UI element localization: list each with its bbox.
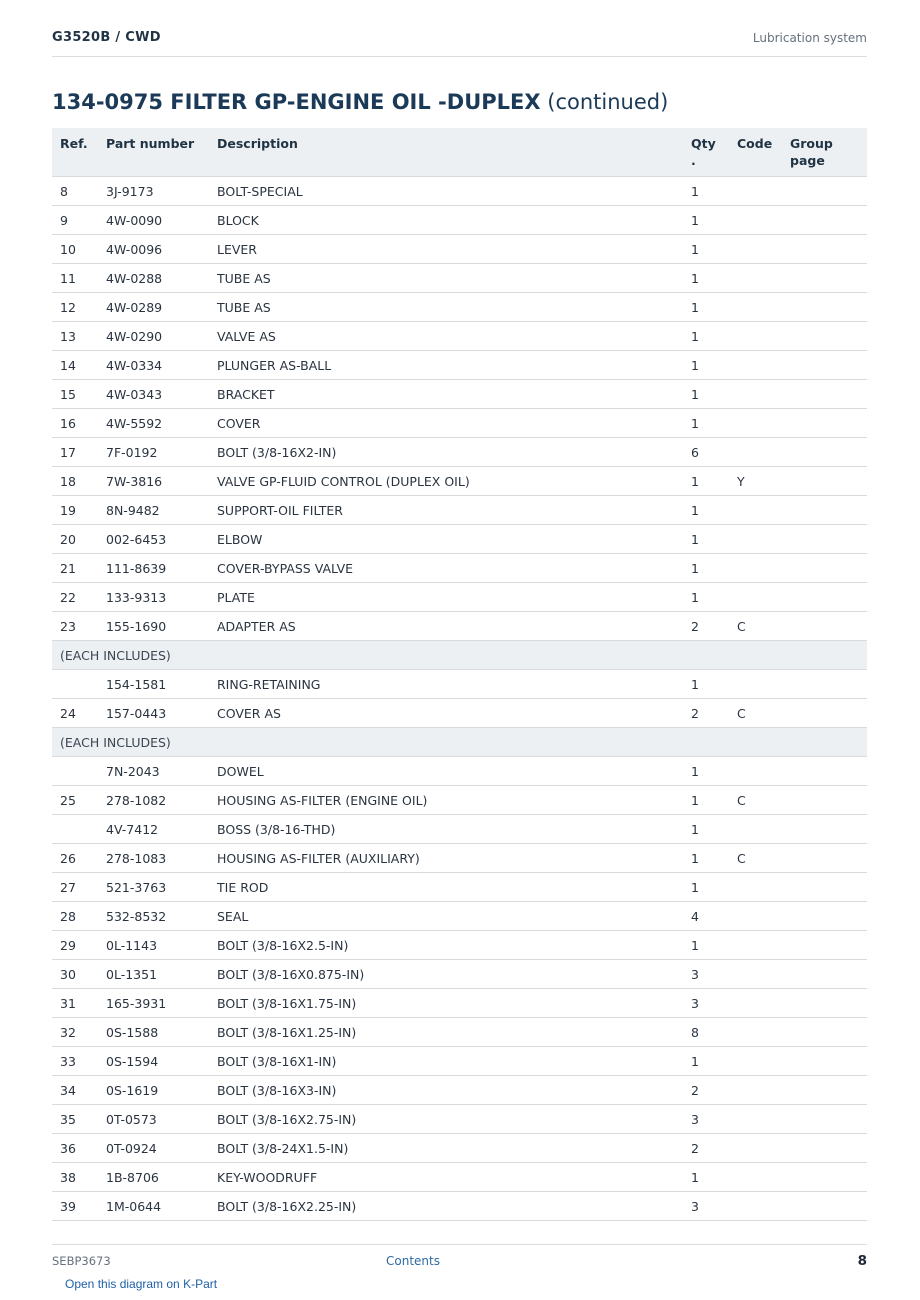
- parts-table-body: [52, 177, 867, 1221]
- cell-ref: 24: [52, 699, 98, 728]
- cell-description: TUBE AS: [209, 264, 683, 293]
- cell-part-number: 4W-0289: [98, 293, 209, 322]
- table-row: [52, 786, 867, 815]
- cell-part-number: 4W-5592: [98, 409, 209, 438]
- cell-part-number: 0S-1588: [98, 1018, 209, 1047]
- cell-group-page: [782, 1134, 867, 1163]
- cell-description: SEAL: [209, 902, 683, 931]
- cell-ref: 36: [52, 1134, 98, 1163]
- cell-description: BOLT (3/8-16X2-IN): [209, 438, 683, 467]
- table-row: [52, 1047, 867, 1076]
- table-row: [52, 1192, 867, 1221]
- cell-description: PLATE: [209, 583, 683, 612]
- cell-code: [729, 293, 782, 322]
- table-row: [52, 438, 867, 467]
- cell-qty: 2: [683, 1134, 729, 1163]
- cell-group-page: [782, 177, 867, 206]
- cell-code: C: [729, 844, 782, 873]
- cell-ref: 14: [52, 351, 98, 380]
- cell-description: BOLT (3/8-16X2.5-IN): [209, 931, 683, 960]
- cell-qty: 1: [683, 409, 729, 438]
- cell-group-page: [782, 931, 867, 960]
- cell-ref: [52, 815, 98, 844]
- cell-group-page: [782, 612, 867, 641]
- cell-code: [729, 931, 782, 960]
- cell-part-number: 1B-8706: [98, 1163, 209, 1192]
- cell-qty: 1: [683, 757, 729, 786]
- cell-part-number: 8N-9482: [98, 496, 209, 525]
- cell-group-page: [782, 264, 867, 293]
- model-label: G3520B / CWD: [52, 30, 161, 45]
- parts-table: [52, 128, 867, 1221]
- cell-qty: 2: [683, 612, 729, 641]
- cell-qty: 8: [683, 1018, 729, 1047]
- cell-ref: 25: [52, 786, 98, 815]
- col-part-number: Part number: [98, 128, 209, 177]
- table-row: [52, 844, 867, 873]
- cell-qty: 1: [683, 525, 729, 554]
- cell-part-number: 154-1581: [98, 670, 209, 699]
- cell-qty: 1: [683, 235, 729, 264]
- cell-ref: 26: [52, 844, 98, 873]
- cell-code: [729, 1047, 782, 1076]
- cell-qty: 1: [683, 293, 729, 322]
- cell-group-page: [782, 902, 867, 931]
- cell-code: [729, 409, 782, 438]
- table-row: [52, 583, 867, 612]
- cell-code: [729, 525, 782, 554]
- cell-group-page: [782, 670, 867, 699]
- cell-ref: 22: [52, 583, 98, 612]
- page-header: [52, 28, 867, 57]
- cell-qty: 1: [683, 206, 729, 235]
- col-group-page: Group page: [782, 128, 867, 177]
- cell-code: [729, 989, 782, 1018]
- table-row: [52, 351, 867, 380]
- cell-ref: 39: [52, 1192, 98, 1221]
- cell-part-number: 157-0443: [98, 699, 209, 728]
- cell-code: [729, 583, 782, 612]
- cell-ref: [52, 670, 98, 699]
- table-row: [52, 525, 867, 554]
- cell-description: KEY-WOODRUFF: [209, 1163, 683, 1192]
- cell-description: ELBOW: [209, 525, 683, 554]
- cell-part-number: 0T-0924: [98, 1134, 209, 1163]
- cell-ref: 28: [52, 902, 98, 931]
- cell-description: BOLT (3/8-16X1-IN): [209, 1047, 683, 1076]
- cell-qty: 2: [683, 1076, 729, 1105]
- cell-code: Y: [729, 467, 782, 496]
- cell-ref: 17: [52, 438, 98, 467]
- cell-group-page: [782, 1163, 867, 1192]
- cell-group-page: [782, 351, 867, 380]
- cell-group-page: [782, 206, 867, 235]
- cell-qty: 1: [683, 844, 729, 873]
- cell-description: BLOCK: [209, 206, 683, 235]
- table-row: [52, 757, 867, 786]
- cell-description: RING-RETAINING: [209, 670, 683, 699]
- table-row: [52, 902, 867, 931]
- kpart-link[interactable]: Open this diagram on K-Part: [65, 1277, 218, 1291]
- cell-description: LEVER: [209, 235, 683, 264]
- cell-group-page: [782, 873, 867, 902]
- cell-part-number: 7W-3816: [98, 467, 209, 496]
- cell-part-number: 4V-7412: [98, 815, 209, 844]
- cell-code: [729, 757, 782, 786]
- cell-group-page: [782, 293, 867, 322]
- table-row: [52, 670, 867, 699]
- cell-group-page: [782, 960, 867, 989]
- cell-group-page: [782, 583, 867, 612]
- table-row: [52, 409, 867, 438]
- cell-description: COVER AS: [209, 699, 683, 728]
- cell-description: DOWEL: [209, 757, 683, 786]
- page-title-suffix: (continued): [540, 90, 669, 114]
- cell-group-page: [782, 409, 867, 438]
- section-label: Lubrication system: [752, 31, 867, 45]
- cell-part-number: 4W-0343: [98, 380, 209, 409]
- cell-group-page: [782, 786, 867, 815]
- cell-code: [729, 960, 782, 989]
- cell-ref: 20: [52, 525, 98, 554]
- cell-code: C: [729, 699, 782, 728]
- cell-code: [729, 1105, 782, 1134]
- cell-group-page: [782, 467, 867, 496]
- cell-ref: 15: [52, 380, 98, 409]
- includes-row: [52, 728, 867, 757]
- table-row: [52, 264, 867, 293]
- cell-part-number: 133-9313: [98, 583, 209, 612]
- cell-group-page: [782, 757, 867, 786]
- cell-ref: 8: [52, 177, 98, 206]
- cell-code: [729, 1018, 782, 1047]
- cell-description: VALVE AS: [209, 322, 683, 351]
- cell-description: PLUNGER AS-BALL: [209, 351, 683, 380]
- cell-description: TUBE AS: [209, 293, 683, 322]
- cell-qty: 1: [683, 496, 729, 525]
- table-row: [52, 612, 867, 641]
- cell-code: [729, 1163, 782, 1192]
- cell-description: ADAPTER AS: [209, 612, 683, 641]
- cell-ref: 12: [52, 293, 98, 322]
- cell-part-number: 0S-1594: [98, 1047, 209, 1076]
- cell-ref: 29: [52, 931, 98, 960]
- cell-ref: 11: [52, 264, 98, 293]
- cell-description: BOLT (3/8-16X3-IN): [209, 1076, 683, 1105]
- cell-part-number: 111-8639: [98, 554, 209, 583]
- table-row: [52, 322, 867, 351]
- cell-qty: 1: [683, 670, 729, 699]
- cell-ref: 13: [52, 322, 98, 351]
- cell-group-page: [782, 380, 867, 409]
- cell-code: [729, 235, 782, 264]
- cell-ref: 35: [52, 1105, 98, 1134]
- cell-part-number: 4W-0090: [98, 206, 209, 235]
- cell-ref: 18: [52, 467, 98, 496]
- cell-qty: 6: [683, 438, 729, 467]
- cell-part-number: 4W-0334: [98, 351, 209, 380]
- cell-qty: 1: [683, 1163, 729, 1192]
- cell-group-page: [782, 438, 867, 467]
- cell-code: [729, 438, 782, 467]
- cell-group-page: [782, 1192, 867, 1221]
- cell-description: BOLT-SPECIAL: [209, 177, 683, 206]
- cell-description: BOSS (3/8-16-THD): [209, 815, 683, 844]
- table-row: [52, 1018, 867, 1047]
- cell-description: BOLT (3/8-24X1.5-IN): [209, 1134, 683, 1163]
- cell-qty: 1: [683, 873, 729, 902]
- cell-part-number: 155-1690: [98, 612, 209, 641]
- cell-group-page: [782, 844, 867, 873]
- cell-part-number: 0T-0573: [98, 1105, 209, 1134]
- table-row: [52, 1134, 867, 1163]
- cell-code: [729, 380, 782, 409]
- table-row: [52, 1163, 867, 1192]
- cell-qty: 4: [683, 902, 729, 931]
- cell-description: COVER: [209, 409, 683, 438]
- cell-qty: 1: [683, 815, 729, 844]
- cell-qty: 3: [683, 989, 729, 1018]
- table-row: [52, 699, 867, 728]
- table-row: [52, 496, 867, 525]
- cell-code: [729, 1076, 782, 1105]
- cell-part-number: 278-1083: [98, 844, 209, 873]
- col-ref: Ref.: [52, 128, 98, 177]
- cell-qty: 3: [683, 960, 729, 989]
- cell-qty: 3: [683, 1105, 729, 1134]
- cell-group-page: [782, 1018, 867, 1047]
- cell-description: HOUSING AS-FILTER (AUXILIARY): [209, 844, 683, 873]
- table-row: [52, 380, 867, 409]
- cell-ref: 38: [52, 1163, 98, 1192]
- cell-part-number: 0L-1143: [98, 931, 209, 960]
- contents-link[interactable]: Contents: [386, 1254, 440, 1268]
- cell-group-page: [782, 815, 867, 844]
- cell-ref: 33: [52, 1047, 98, 1076]
- cell-description: BOLT (3/8-16X2.75-IN): [209, 1105, 683, 1134]
- cell-qty: 3: [683, 1192, 729, 1221]
- cell-group-page: [782, 322, 867, 351]
- cell-code: [729, 1192, 782, 1221]
- cell-group-page: [782, 1076, 867, 1105]
- table-row: [52, 960, 867, 989]
- cell-code: [729, 177, 782, 206]
- cell-ref: 27: [52, 873, 98, 902]
- cell-qty: 1: [683, 351, 729, 380]
- table-row: [52, 235, 867, 264]
- cell-group-page: [782, 525, 867, 554]
- cell-group-page: [782, 554, 867, 583]
- cell-part-number: 7F-0192: [98, 438, 209, 467]
- table-row: [52, 931, 867, 960]
- cell-description: BOLT (3/8-16X1.75-IN): [209, 989, 683, 1018]
- cell-ref: 19: [52, 496, 98, 525]
- cell-ref: 34: [52, 1076, 98, 1105]
- page-title: [52, 90, 668, 114]
- cell-code: [729, 264, 782, 293]
- col-code: Code: [729, 128, 782, 177]
- table-row: [52, 815, 867, 844]
- cell-part-number: 0L-1351: [98, 960, 209, 989]
- cell-ref: 16: [52, 409, 98, 438]
- cell-part-number: 4W-0290: [98, 322, 209, 351]
- cell-description: VALVE GP-FLUID CONTROL (DUPLEX OIL): [209, 467, 683, 496]
- cell-qty: 2: [683, 699, 729, 728]
- cell-ref: 23: [52, 612, 98, 641]
- cell-qty: 1: [683, 931, 729, 960]
- cell-description: BOLT (3/8-16X2.25-IN): [209, 1192, 683, 1221]
- cell-qty: 1: [683, 786, 729, 815]
- cell-qty: 1: [683, 467, 729, 496]
- includes-label: (EACH INCLUDES): [52, 728, 867, 757]
- table-row: [52, 1105, 867, 1134]
- table-row: [52, 206, 867, 235]
- page-number: 8: [857, 1253, 867, 1269]
- cell-group-page: [782, 1105, 867, 1134]
- table-row: [52, 873, 867, 902]
- includes-row: [52, 641, 867, 670]
- parts-table-header: [52, 128, 867, 177]
- cell-group-page: [782, 989, 867, 1018]
- cell-code: [729, 815, 782, 844]
- cell-group-page: [782, 496, 867, 525]
- cell-part-number: 521-3763: [98, 873, 209, 902]
- table-row: [52, 467, 867, 496]
- cell-group-page: [782, 1047, 867, 1076]
- cell-code: [729, 1134, 782, 1163]
- table-row: [52, 989, 867, 1018]
- cell-description: COVER-BYPASS VALVE: [209, 554, 683, 583]
- cell-ref: 30: [52, 960, 98, 989]
- cell-qty: 1: [683, 177, 729, 206]
- cell-group-page: [782, 235, 867, 264]
- cell-code: [729, 554, 782, 583]
- cell-description: BOLT (3/8-16X1.25-IN): [209, 1018, 683, 1047]
- table-row: [52, 1076, 867, 1105]
- cell-description: SUPPORT-OIL FILTER: [209, 496, 683, 525]
- document-id: SEBP3673: [52, 1254, 111, 1268]
- cell-ref: [52, 757, 98, 786]
- cell-part-number: 278-1082: [98, 786, 209, 815]
- cell-qty: 1: [683, 554, 729, 583]
- cell-part-number: 0S-1619: [98, 1076, 209, 1105]
- table-row: [52, 293, 867, 322]
- cell-part-number: 165-3931: [98, 989, 209, 1018]
- cell-code: [729, 351, 782, 380]
- cell-part-number: 4W-0096: [98, 235, 209, 264]
- cell-ref: 21: [52, 554, 98, 583]
- cell-part-number: 002-6453: [98, 525, 209, 554]
- cell-code: [729, 322, 782, 351]
- cell-part-number: 3J-9173: [98, 177, 209, 206]
- cell-qty: 1: [683, 322, 729, 351]
- col-qty: Qty .: [683, 128, 729, 177]
- cell-description: TIE ROD: [209, 873, 683, 902]
- cell-code: [729, 873, 782, 902]
- cell-code: C: [729, 612, 782, 641]
- cell-code: [729, 496, 782, 525]
- table-row: [52, 554, 867, 583]
- cell-ref: 31: [52, 989, 98, 1018]
- cell-ref: 9: [52, 206, 98, 235]
- cell-code: [729, 902, 782, 931]
- cell-ref: 32: [52, 1018, 98, 1047]
- cell-code: C: [729, 786, 782, 815]
- col-description: Description: [209, 128, 683, 177]
- cell-part-number: 532-8532: [98, 902, 209, 931]
- cell-description: HOUSING AS-FILTER (ENGINE OIL): [209, 786, 683, 815]
- cell-qty: 1: [683, 380, 729, 409]
- cell-description: BRACKET: [209, 380, 683, 409]
- cell-description: BOLT (3/8-16X0.875-IN): [209, 960, 683, 989]
- cell-qty: 1: [683, 264, 729, 293]
- cell-part-number: 4W-0288: [98, 264, 209, 293]
- cell-code: [729, 206, 782, 235]
- cell-group-page: [782, 699, 867, 728]
- cell-code: [729, 670, 782, 699]
- cell-part-number: 1M-0644: [98, 1192, 209, 1221]
- cell-part-number: 7N-2043: [98, 757, 209, 786]
- page-title-main: 134-0975 FILTER GP-ENGINE OIL -DUPLEX: [52, 90, 541, 114]
- table-row: [52, 177, 867, 206]
- cell-qty: 1: [683, 583, 729, 612]
- cell-qty: 1: [683, 1047, 729, 1076]
- includes-label: (EACH INCLUDES): [52, 641, 867, 670]
- cell-ref: 10: [52, 235, 98, 264]
